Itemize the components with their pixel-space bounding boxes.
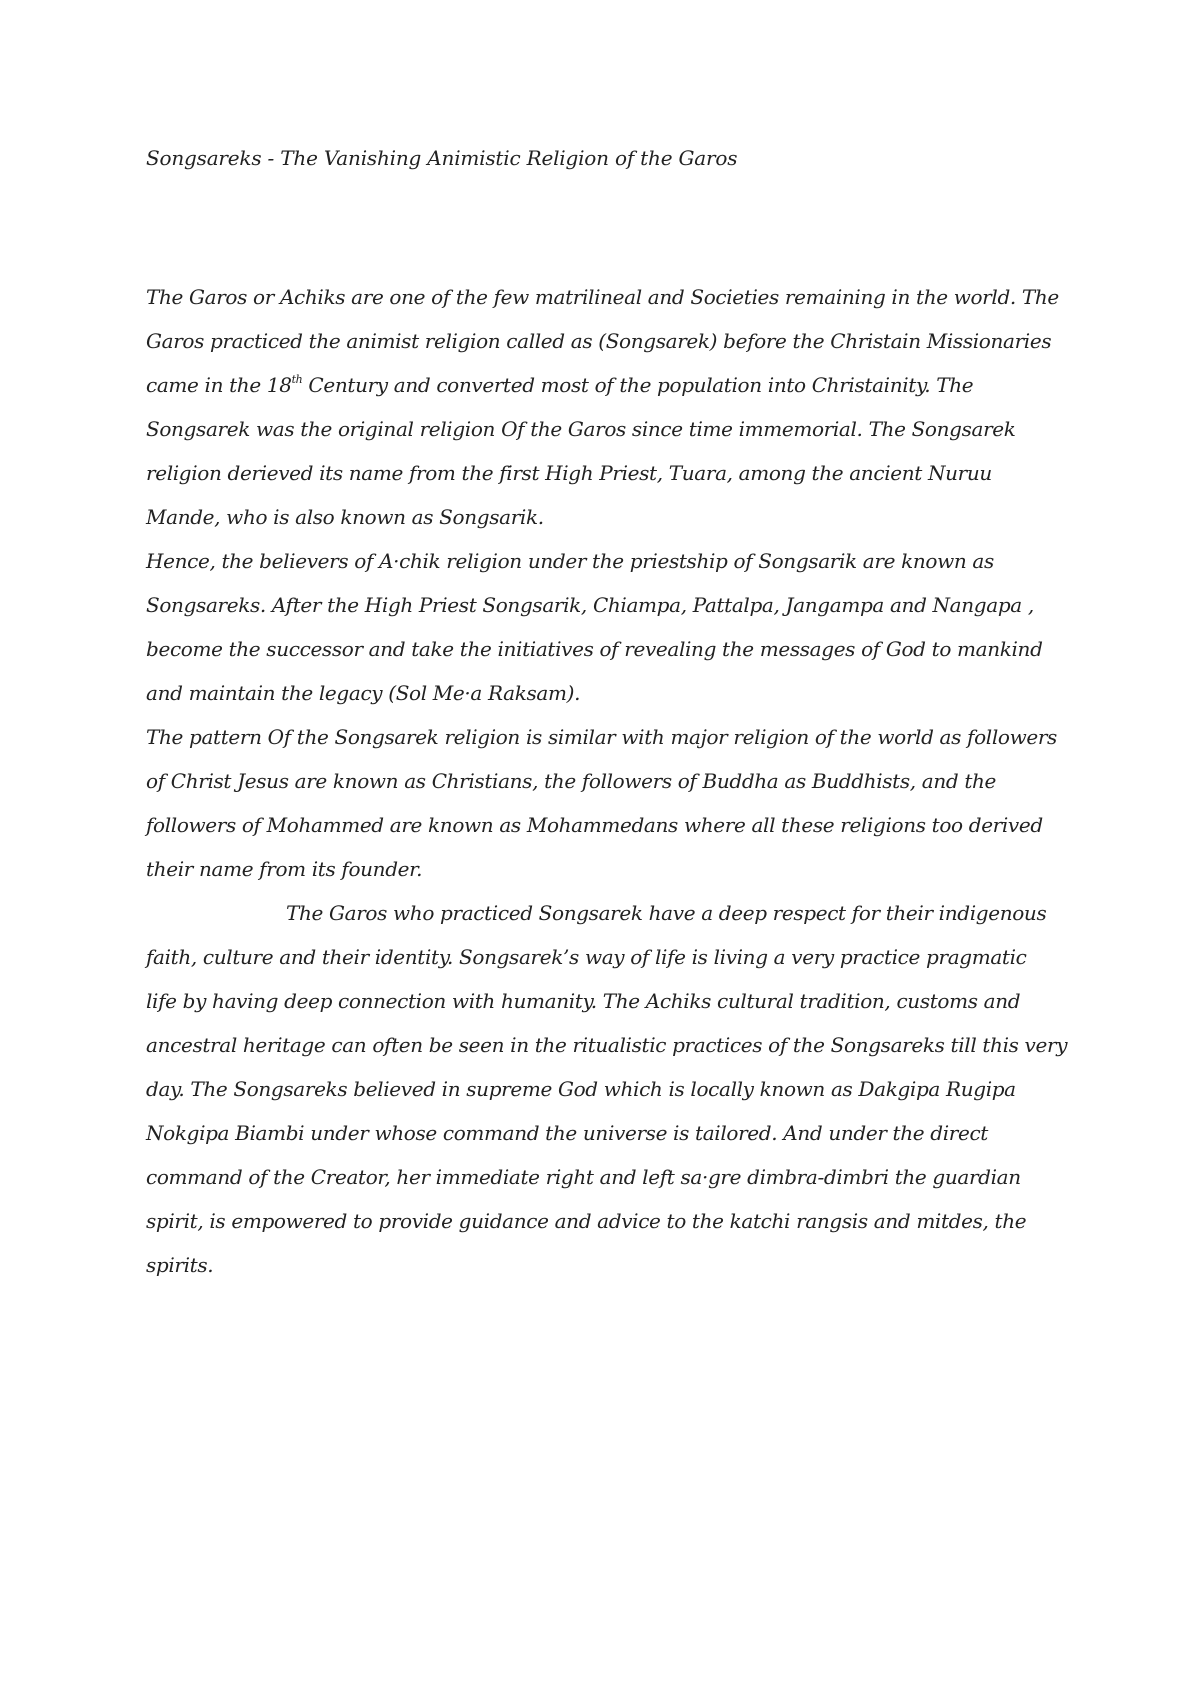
text-line [146, 363, 1086, 407]
text-segment: Century and converted most of the population into Christainity. The [302, 373, 974, 397]
text-line: day. The Songsareks believed in supreme God which is locally known as Dakgipa Rugipa [146, 1077, 1016, 1101]
text-line: Songsarek was the original religion Of the Garos since time immemorial. The Songsarek [146, 417, 1016, 441]
text-line: faith, culture and their identity. Songsarek’s way of life is living a very practice pragmatic [146, 945, 1027, 969]
superscript: th [291, 373, 303, 386]
text-line: Mande, who is also known as Songsarik. [146, 505, 544, 529]
text-line: Garos practiced the animist religion called as (Songsarek) before the Christain Missionaries [146, 329, 1052, 353]
text-line: Hence, the believers of A·chik religion under the priestship of Songsarik are known as [146, 549, 994, 573]
text-line: The Garos who practiced Songsarek have a deep respect for their indigenous [286, 901, 1047, 925]
text-line: life by having deep connection with humanity. The Achiks cultural tradition, customs and [146, 989, 1021, 1013]
text-line: The pattern Of the Songsarek religion is similar with major religion of the world as followers [146, 725, 1057, 749]
text-line: religion derieved its name from the first High Priest, Tuara, among the ancient Nuruu [146, 461, 992, 485]
text-line: their name from its founder. [146, 857, 423, 881]
text-line: Nokgipa Biambi under whose command the universe is tailored. And under the direct [146, 1121, 988, 1145]
document-body [146, 275, 1086, 1287]
text-line: command of the Creator, her immediate right and left sa·gre dimbra-dimbri the guardian [146, 1165, 1021, 1189]
text-line: followers of Mohammed are known as Mohammedans where all these religions too derived [146, 813, 1043, 837]
text-line: and maintain the legacy (Sol Me·a Raksam). [146, 681, 581, 705]
text-line: Songsareks. After the High Priest Songsarik, Chiampa, Pattalpa, Jangampa and Nangapa , [146, 593, 1034, 617]
document-title: Songsareks - The Vanishing Animistic Religion of the Garos [146, 146, 738, 170]
text-line: spirit, is empowered to provide guidance and advice to the katchi rangsis and mitdes, the [146, 1209, 1027, 1233]
text-line: spirits. [146, 1253, 214, 1277]
text-segment: came in the 18 [146, 373, 292, 397]
text-line: of Christ Jesus are known as Christians, the followers of Buddha as Buddhists, and the [146, 769, 997, 793]
text-line: become the successor and take the initiatives of revealing the messages of God to mankind [146, 637, 1043, 661]
text-line: ancestral heritage can often be seen in the ritualistic practices of the Songsareks till this very [146, 1033, 1068, 1057]
text-line: The Garos or Achiks are one of the few matrilineal and Societies remaining in the world. The [146, 285, 1059, 309]
